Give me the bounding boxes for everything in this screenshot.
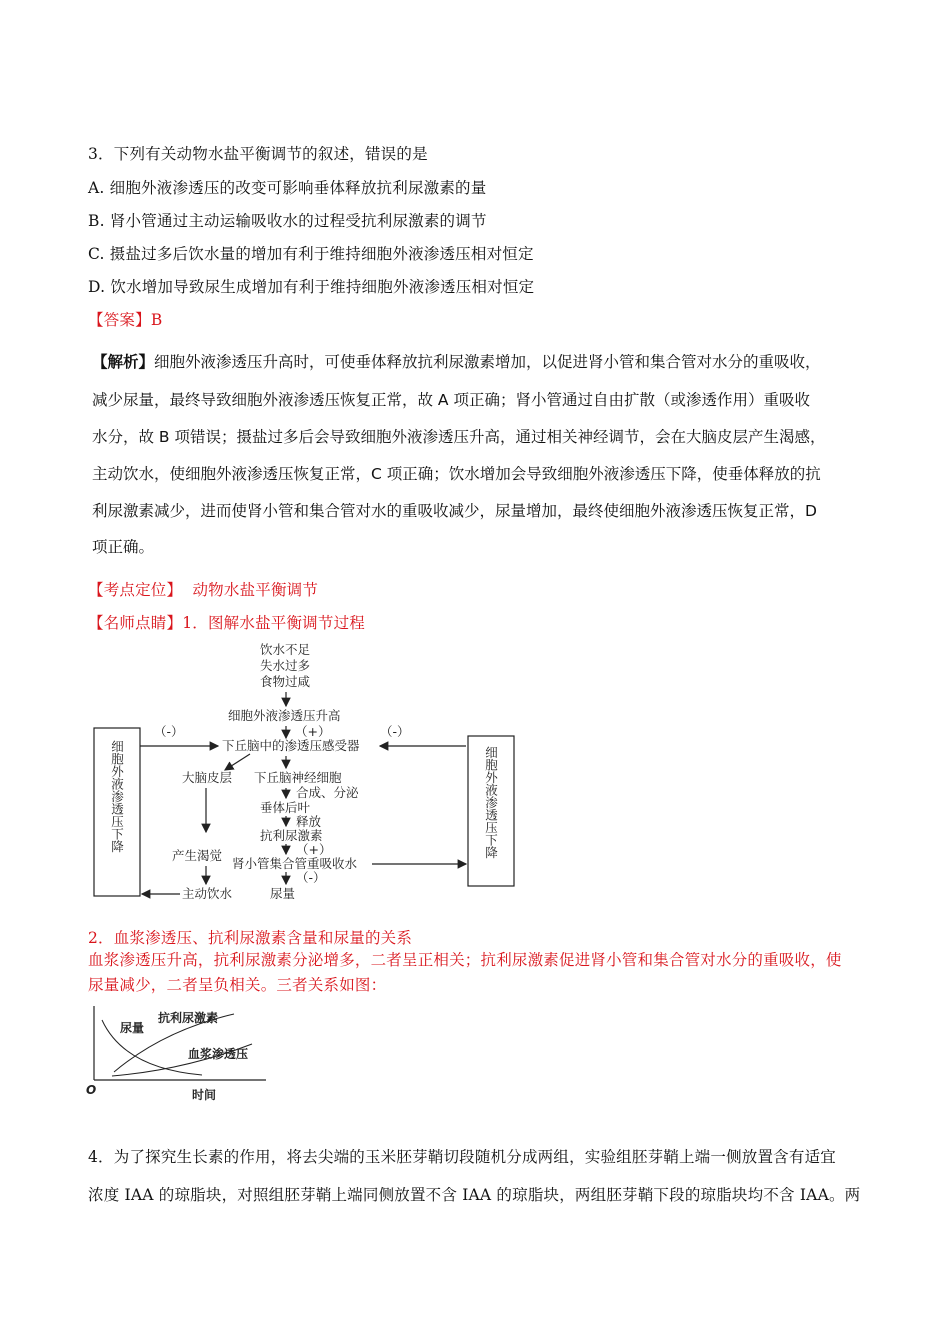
diagram-plus-2: （+） [296, 842, 332, 857]
relation-chart [84, 1000, 284, 1104]
option-d: D. 饮水增加导致尿生成增加有利于维持细胞外液渗透压相对恒定 [88, 278, 535, 296]
answer-tag: 【答案】 [88, 311, 151, 329]
question-4-line-2: 浓度 IAA 的琼脂块，对照组胚芽鞘上端同侧放置不含 IAA 的琼脂块，两组胚芽鞘下段的琼脂块均不含 IAA。两 [88, 1186, 861, 1204]
diagram-thirst: 产生渴觉 [172, 848, 223, 863]
kaodian-text: 动物水盐平衡调节 [192, 581, 319, 599]
diagram-cause-3: 食物过咸 [260, 674, 311, 689]
diagram-cortex: 大脑皮层 [182, 770, 233, 785]
series-label-plasma: 血浆渗透压 [188, 1047, 249, 1061]
diagram-cause-1: 饮水不足 [260, 642, 311, 657]
analysis-line-3: 水分，故 B 项错误；摄盐过多后会导致细胞外液渗透压升高，通过相关神经调节，会在大脑皮层产生渴感， [92, 428, 826, 446]
question-4-line-1: 4．为了探究生长素的作用，将去尖端的玉米胚芽鞘切段随机分成两组，实验组胚芽鞘上端一侧放置含有适宜 [88, 1148, 836, 1166]
diagram-adh: 抗利尿激素 [260, 828, 323, 843]
mingshi-text: 1．图解水盐平衡调节过程 [182, 614, 365, 632]
analysis-text-1: 细胞外液渗透压升高时，可使垂体释放抗利尿激素增加，以促进肾小管和集合管对水分的重吸收， [154, 353, 821, 371]
diagram-pituitary: 垂体后叶 [260, 800, 311, 815]
diagram-cause-2: 失水过多 [260, 658, 311, 673]
analysis-tag: 【解析】 [92, 353, 155, 371]
diagram-urine: 尿量 [270, 886, 296, 901]
diagram-minus-left: （-） [154, 724, 184, 739]
relation-line-1: 血浆渗透压升高，抗利尿激素分泌增多，二者呈正相关；抗利尿激素促进肾小管和集合管对水分的重吸收，使 [88, 951, 842, 969]
diagram-drink: 主动饮水 [182, 886, 233, 901]
analysis-line-4: 主动饮水，使细胞外液渗透压恢复正常，C 项正确；饮水增加会导致细胞外液渗透压下降，使垂体释放的抗 [92, 465, 821, 483]
diagram-release: 释放 [296, 814, 322, 829]
diagram-minus-2: （-） [296, 870, 326, 885]
question-3-stem: 3．下列有关动物水盐平衡调节的叙述，错误的是 [88, 145, 428, 163]
option-c: C. 摄盐过多后饮水量的增加有利于维持细胞外液渗透压相对恒定 [88, 245, 534, 263]
right-box-label: 细胞外液渗透压下降 [483, 746, 499, 859]
diagram-receptor: 下丘脑中的渗透压感受器 [222, 738, 360, 753]
kaodian-line [88, 578, 318, 600]
chart-xlabel: 时间 [192, 1088, 217, 1102]
kaodian-tag: 【考点定位】 [88, 581, 183, 599]
diagram-synth: 合成、分泌 [296, 785, 359, 800]
analysis-line-2: 减少尿量，最终导致细胞外液渗透压恢复正常，故 A 项正确；肾小管通过自由扩散（或渗透作用）重吸收 [92, 391, 810, 409]
diagram-rise: 细胞外液渗透压升高 [228, 708, 341, 723]
option-b: B. 肾小管通过主动运输吸收水的过程受抗利尿激素的调节 [88, 212, 487, 230]
diagram-neuron: 下丘脑神经细胞 [254, 770, 342, 785]
relation-line-2: 尿量减少，二者呈负相关。三者关系如图： [88, 976, 387, 994]
diagram-minus-right: （-） [380, 724, 410, 739]
analysis-line-6: 项正确。 [92, 538, 155, 556]
analysis-line-5: 利尿激素减少，进而使肾小管和集合管对水的重吸收减少，尿量增加，最终使细胞外液渗透压恢复正常，D [92, 502, 817, 520]
left-box-label: 细胞外液渗透压下降 [109, 740, 125, 853]
series-label-urine: 尿量 [120, 1021, 145, 1035]
diagram-reabsorb: 肾小管集合管重吸收水 [232, 856, 358, 871]
mingshi-tag: 【名师点睛】 [88, 614, 183, 632]
mingshi-line [88, 611, 365, 633]
series-label-adh: 抗利尿激素 [158, 1011, 219, 1025]
water-salt-diagram [90, 640, 520, 910]
chart-origin: O [86, 1083, 97, 1097]
diagram-plus-1: （+） [295, 724, 331, 739]
answer-value: B [150, 311, 163, 329]
answer-line [88, 308, 162, 330]
option-a: A. 细胞外液渗透压的改变可影响垂体释放抗利尿激素的量 [88, 179, 487, 197]
relation-title: 2．血浆渗透压、抗利尿激素含量和尿量的关系 [88, 929, 413, 947]
analysis-line-1 [92, 350, 821, 372]
